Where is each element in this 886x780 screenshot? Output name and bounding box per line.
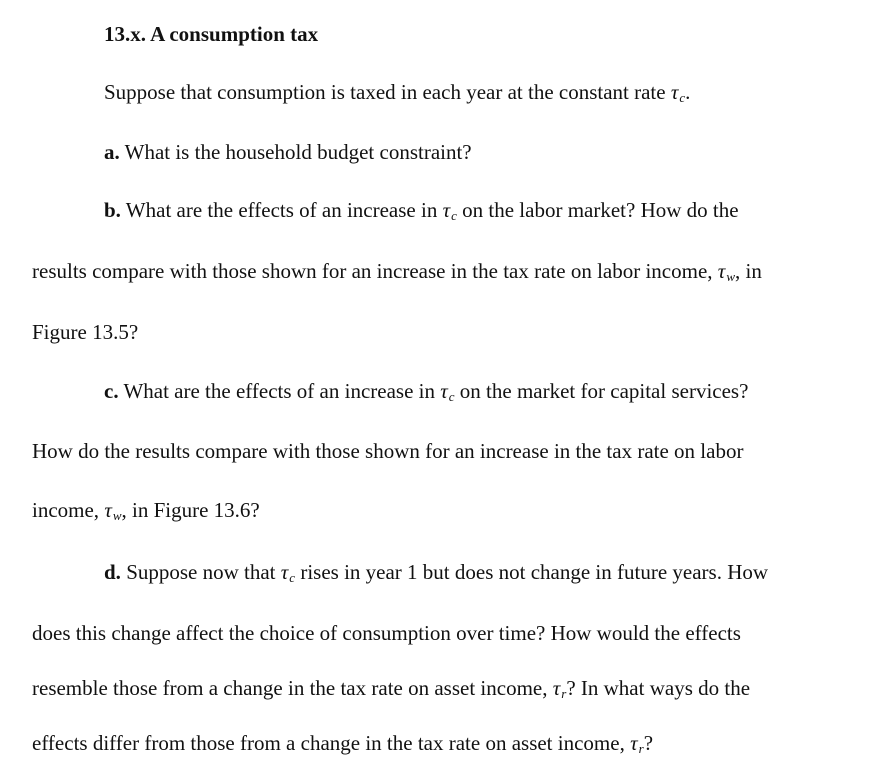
- tau-symbol: τ: [670, 80, 679, 104]
- part-d-label: d.: [104, 560, 121, 584]
- part-d-l1-pre: Suppose now that: [120, 560, 281, 584]
- part-d-l4-post: ?: [643, 731, 654, 755]
- part-d-line-1: [104, 559, 768, 588]
- part-a-question: [104, 139, 472, 165]
- tau-subscript-c: c: [451, 208, 457, 223]
- tau-subscript-w: w: [726, 269, 735, 284]
- part-d-line-3: [32, 675, 750, 704]
- tau-symbol: τ: [280, 560, 289, 584]
- part-d-l4-pre: effects differ from those from a change in the tax rate on asset income,: [32, 731, 631, 755]
- part-b-line-2: [32, 258, 762, 287]
- part-b-l1-post: on the labor market? How do the: [456, 198, 739, 222]
- intro-end: .: [685, 80, 691, 104]
- part-b-l2-pre: results compare with those shown for an increase in the tax rate on labor income,: [32, 259, 718, 283]
- tau-symbol: τ: [442, 198, 451, 222]
- part-a-label: a.: [104, 140, 120, 164]
- part-b-line-3: Figure 13.5?: [32, 320, 139, 344]
- part-c-l1-post: on the market for capital services?: [454, 379, 749, 403]
- part-b-label: b.: [104, 198, 121, 222]
- tau-subscript-r: r: [561, 686, 567, 701]
- tau-subscript-r: r: [638, 741, 644, 756]
- tau-symbol: τ: [717, 259, 726, 283]
- part-c-l3-post: , in Figure 13.6?: [121, 498, 260, 522]
- part-c-line-1: [104, 378, 748, 407]
- part-d-l3-post: ? In what ways do the: [566, 676, 751, 700]
- intro-text: Suppose that consumption is taxed in each year at the constant rate: [104, 80, 671, 104]
- part-c-l3-pre: income,: [32, 498, 105, 522]
- part-b-l1-pre: What are the effects of an increase in: [120, 198, 443, 222]
- tau-symbol: τ: [552, 676, 561, 700]
- part-d-line-2: does this change affect the choice of consumption over time? How would the effects: [32, 621, 741, 645]
- part-b-line-1: [104, 197, 739, 226]
- part-d-l3-pre: resemble those from a change in the tax rate on asset income,: [32, 676, 553, 700]
- tau-subscript-c: c: [289, 570, 296, 585]
- tau-symbol: τ: [104, 498, 112, 522]
- tau-subscript-w: w: [112, 508, 122, 523]
- tau-subscript-c: c: [679, 90, 686, 105]
- part-d-line-4: [32, 730, 653, 759]
- tau-symbol: τ: [440, 379, 448, 403]
- part-b-l2-post: , in: [734, 259, 762, 283]
- part-c-line-2: How do the results compare with those shown for an increase in the tax rate on labor: [32, 439, 744, 463]
- part-c-label: c.: [104, 379, 119, 403]
- part-c-line-3: [32, 497, 260, 526]
- part-a-text: What is the household budget constraint?: [119, 140, 472, 164]
- tau-subscript-c: c: [448, 389, 455, 404]
- part-d-l1-post: rises in year 1 but does not change in future years. How: [295, 560, 769, 584]
- intro-paragraph: [104, 79, 690, 108]
- tau-symbol: τ: [630, 731, 638, 755]
- page-title: 13.x. A consumption tax: [104, 22, 319, 46]
- part-c-l1-pre: What are the effects of an increase in: [118, 379, 441, 403]
